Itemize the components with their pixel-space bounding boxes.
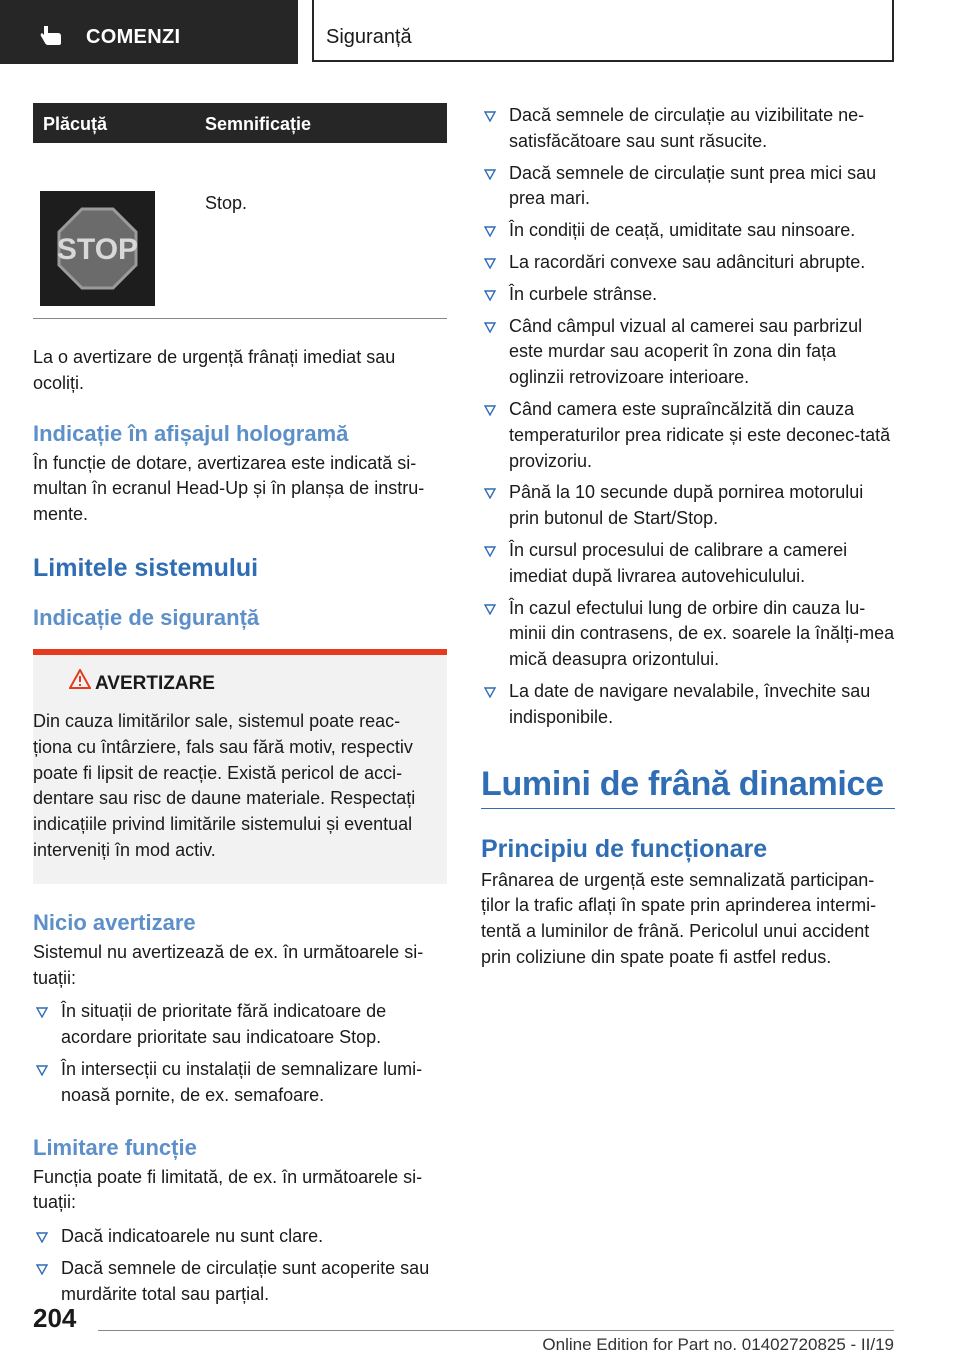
limit-list-continued (481, 103, 895, 731)
list-item-text: În situații de prioritate fără indicatoare de acordare prioritate sau indicatoare Stop. (61, 1001, 387, 1048)
left-column (33, 103, 447, 1308)
list-item (481, 314, 895, 391)
list-item-text: La racordări convexe sau adâncituri abrupte. (509, 251, 866, 272)
chapter-header (312, 0, 894, 62)
right-column (481, 103, 895, 971)
section-tab[interactable] (0, 0, 298, 64)
table-col-meaning: Semnificație (205, 114, 312, 134)
bullet-triangle-icon (36, 1263, 48, 1275)
list-item (481, 397, 895, 474)
bullet-triangle-icon (484, 110, 496, 122)
hologram-text: În funcție de dotare, avertizarea este indicată si-multan în ecranul Head-Up și în planșa de instru-mente. (33, 452, 425, 525)
list-item-text: În cazul efectului lung de orbire din cauza lu-minii din contrasens, de ex. soarele la înălți-mea mică deasupra orizontului. (509, 597, 895, 670)
list-item (481, 103, 895, 155)
list-item-text: La date de navigare nevalabile, învechite sau indisponibile. (509, 680, 871, 727)
bullet-triangle-icon (484, 404, 496, 416)
bullet-triangle-icon (484, 168, 496, 180)
stop-sign-icon (40, 191, 155, 306)
list-item-text: Dacă indicatoarele nu sunt clare. (61, 1226, 324, 1247)
bullet-triangle-icon (484, 487, 496, 499)
bullet-triangle-icon (484, 289, 496, 301)
bullet-triangle-icon (484, 603, 496, 615)
limit-heading: Limitare funcție (33, 1134, 197, 1160)
no-warning-list (33, 999, 447, 1108)
bullet-triangle-icon (484, 225, 496, 237)
list-item (33, 1256, 447, 1308)
bullet-triangle-icon (484, 321, 496, 333)
table-row (33, 143, 447, 319)
list-item-text: Când camera este supraîncălzită din cauza temperaturilor prea ridicate și este deconec-tată provizoriu. (509, 398, 891, 471)
hand-pointer-icon (40, 24, 64, 46)
table-header (33, 103, 447, 143)
bullet-triangle-icon (484, 257, 496, 269)
list-item (481, 250, 895, 276)
warning-box (33, 649, 447, 884)
list-item (481, 480, 895, 532)
warning-title: AVERTIZARE (95, 672, 215, 694)
list-item-text: În condiții de ceață, umiditate sau ninsoare. (509, 220, 856, 241)
list-item-text: Dacă semnele de circulație sunt acoperite sau murdărite total sau parțial. (61, 1257, 430, 1304)
list-item (481, 538, 895, 590)
list-item-text: Dacă semnele de circulație sunt prea mici sau prea mari. (509, 162, 877, 209)
limits-heading: Limitele sistemului (33, 553, 259, 582)
list-item-text: Când câmpul vizual al camerei sau parbrizul este murdar sau acoperit în zona din fața oglinzii retrovizoare interioare. (509, 315, 863, 388)
bullet-triangle-icon (484, 686, 496, 698)
no-warning-text: Sistemul nu avertizează de ex. în următoarele si-tuații: (33, 941, 424, 988)
warning-title-row (33, 671, 437, 695)
stop-sign-text: STOP (56, 233, 139, 266)
list-item (33, 1224, 447, 1250)
page-number: 204 (33, 1303, 77, 1333)
principle-text: Frânarea de urgență este semnalizată participan-ților la trafic aflați în spate prin aprinderea intermi-tentă a luminilor de frână. Pericolul unui accident prin coliziune din spate poate fi astfel redus. (481, 869, 877, 967)
bullet-triangle-icon (484, 545, 496, 557)
list-item-text: În intersecții cu instalații de semnalizare lumi-noasă pornite, de ex. semafoare. (61, 1058, 423, 1105)
table-meaning: Stop. (205, 193, 248, 213)
intro-text: La o avertizare de urgență frânați imediat sau ocoliți. (33, 347, 396, 393)
bullet-triangle-icon (36, 1064, 48, 1076)
list-item-text: Dacă semnele de circulație au vizibilitate ne-satisfăcătoare sau sunt răsucite. (509, 105, 865, 151)
bullet-triangle-icon (36, 1006, 48, 1018)
list-item (33, 999, 447, 1051)
list-item (481, 218, 895, 244)
warning-text: Din cauza limitărilor sale, sistemul poate reac-ționa cu întârziere, fals sau fără motiv, respectiv poate fi lipsit de reacție. Există pericol de acci-dentare sau risc de daune materiale. Respectați indicațiile privind limitările sistemului și eventual interveniți în mod activ. (33, 710, 416, 860)
list-item-text: În cursul procesului de calibrare a camerei imediat după livrarea autovehiculului. (509, 539, 848, 586)
table-col-sign: Plăcuță (43, 114, 108, 134)
limit-text: Funcția poate fi limitată, de ex. în următoarele si-tuații: (33, 1166, 423, 1213)
chapter-title: Siguranță (326, 26, 412, 48)
limit-list (33, 1224, 447, 1307)
list-item-text: În curbele strânse. (509, 283, 658, 304)
safety-heading: Indicație de siguranță (33, 604, 260, 630)
principle-heading: Principiu de funcționare (481, 834, 768, 863)
edition-text: Online Edition for Part no. 01402720825 - II/19 (542, 1335, 894, 1354)
bullet-triangle-icon (36, 1231, 48, 1243)
list-item (481, 596, 895, 673)
no-warning-heading: Nicio avertizare (33, 909, 196, 935)
list-item (481, 679, 895, 731)
hologram-heading: Indicație în afișajul hologramă (33, 420, 349, 446)
footer-divider (98, 1330, 894, 1331)
list-item (481, 282, 895, 308)
list-item-text: Până la 10 secunde după pornirea motorului prin butonul de Start/Stop. (509, 482, 864, 529)
stop-sign-image (40, 191, 155, 306)
section-label: COMENZI (86, 26, 181, 48)
list-item (481, 161, 895, 213)
list-item (33, 1057, 447, 1109)
dynamic-brake-lights-heading: Lumini de frână dinamice (481, 765, 895, 809)
warning-icon (69, 669, 91, 689)
